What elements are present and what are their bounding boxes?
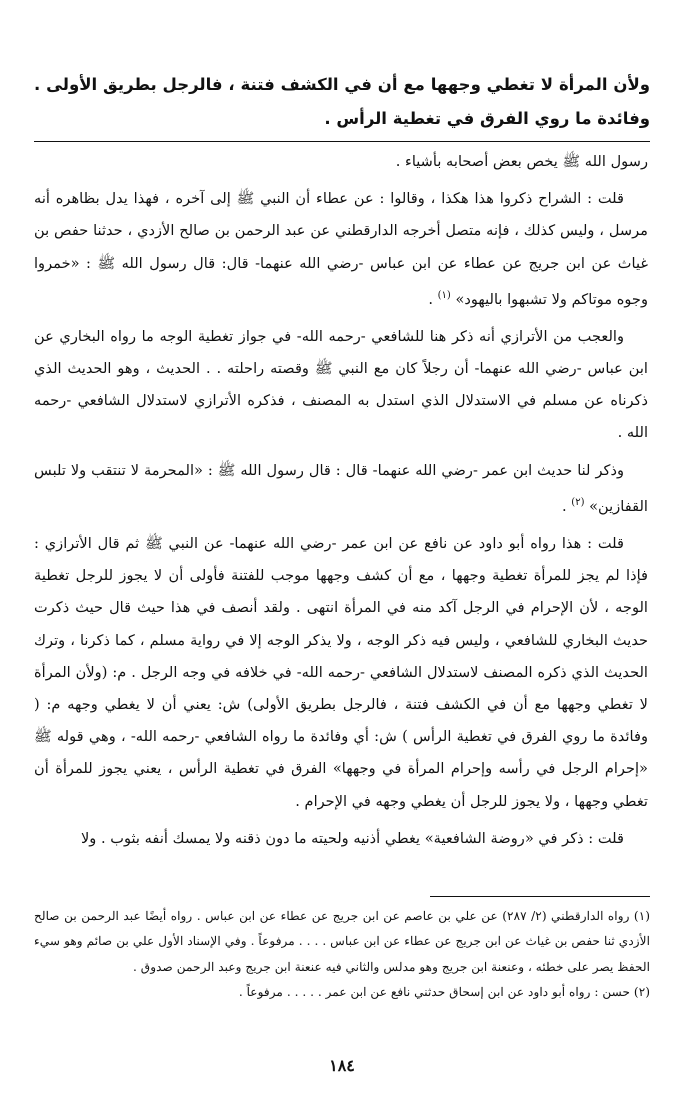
footnotes [34,904,650,1006]
paragraph-4-text: وذكر لنا حديث ابن عمر -رضي الله عنهما- قال : قال رسول الله ﷺ : «المحرمة لا تنتقب ولا تلبس القفازين» [34,461,648,515]
paragraph-6 [34,823,648,855]
paragraph-2 [34,183,648,316]
paragraph-3 [34,321,648,450]
paragraph-5-text: قلت : هذا رواه أبو داود عن نافع عن ابن عمر -رضي الله عنهما- عن النبي ﷺ ثم قال الأترازي : فإذا لم يجز للمرأة تغطية وجهها ، مع أن كشف وجهها موجب للفتنة فأولى أن لا يجوز للرجل تغطية الوجه ، لأن الإحرام في الرجل آكد منه في المرأة انتهى . ولقد أنصف في هذا حيث قال حيث ذكرت حديث البخاري للشافعي ، وليس فيه ذكر الوجه ، ولا يذكر الوجه إلا في رواية مسلم ، كما ذكرنا ، وترك الحديث الذي ذكره المصنف لاستدلال الشافعي -رحمه الله- في خلافه في وجه الرجل . م: (ولأن المرأة لا تغطي وجهها مع أن في الكشف فتنة ، فالرجل بطريق الأولى) ش: يعني أن لا يغطي وجهه م: ( وفائدة ما روي الفرق في تغطية الرأس ) ش: أي وفائدة ما رواه الشافعي -رحمه الله- ، وهي قوله ﷺ «إحرام الرجل في رأسه وإحرام المرأة في وجهها» الفرق في تغطية الرأس ، يعني يجوز للمرأة أن تغطي وجهها ، ولا يجوز للرجل أن يغطي وجهه في الإحرام . [34,534,648,810]
paragraph-6-text: قلت : ذكر في «روضة الشافعية» يغطي أذنيه ولحيته ما دون ذقنه ولا يمسك أنفه بثوب . ولا [80,829,624,847]
footnote-divider [430,896,650,897]
page-number: ١٨٤ [329,1056,355,1075]
page-header: ولأن المرأة لا تغطي وجهها مع أن في الكشف فتنة ، فالرجل بطريق الأولى . وفائدة ما روي الفرق في تغطية الرأس . [34,75,650,128]
paragraph-5 [34,528,648,818]
paragraph-1 [34,146,648,178]
footnote-ref-2: (٢) [571,496,585,508]
paragraph-2-end: . [428,290,433,308]
paragraph-1-text: رسول الله ﷺ يخص بعض أصحابه بأشياء . [395,153,648,170]
footnote-ref-1: (١) [437,289,451,301]
main-text [34,146,648,855]
footnote-1: (١) رواه الدارقطني (٢/ ٢٨٧) عن علي بن عاصم عن ابن جريج عن عطاء عن ابن عباس . رواه أيضًا عبد الرحمن بن صالح الأزدي ثنا حفص بن غياث عن ابن جريج عن عطاء عن ابن عباس . . . . مرفوعاً . وفي الإسناد الأول علي بن صائم وهو سيء الحفظ يصر على خطئه ، وعنعنة ابن جريج وهو مدلس والثاني فيه عنعنة ابن جريج وعبد الرحمن صدوق . [34,909,650,974]
footnote-2: (٢) حسن : رواه أبو داود عن ابن إسحاق حدثني نافع عن ابن عمر . . . . . مرفوعاً . [238,985,650,1000]
paragraph-3-text: والعجب من الأترازي أنه ذكر هنا للشافعي -رحمه الله- في جواز تغطية الوجه ما رواه البخاري عن ابن عباس -رضي الله عنهما- أن رجلاً كان مع النبي ﷺ وقصته راحلته . . الحديث ، وهو الحديث الذي ذكرناه عن مسلم في الاستدلال الذي استدل به المصنف ، فذكره الأترازي لاستدلال الشافعي -رحمه الله . [34,327,648,442]
header-divider [34,141,650,142]
paragraph-4 [34,455,648,523]
paragraph-2-text: قلت : الشراح ذكروا هذا هكذا ، وقالوا : عن عطاء أن النبي ﷺ إلى آخره ، فهذا يدل بظاهره أنه مرسل ، وليس كذلك ، فإنه متصل أخرجه الدارقطني عن عبد الرحمن بن صالح الأزدي ، حدثنا حفص بن غياث عن ابن جريج عن عطاء عن ابن عباس -رضي الله عنهما- قال: قال رسول الله ﷺ : «خمروا وجوه موتاكم ولا تشبهوا باليهود» [34,190,648,308]
paragraph-4-end: . [562,497,567,515]
